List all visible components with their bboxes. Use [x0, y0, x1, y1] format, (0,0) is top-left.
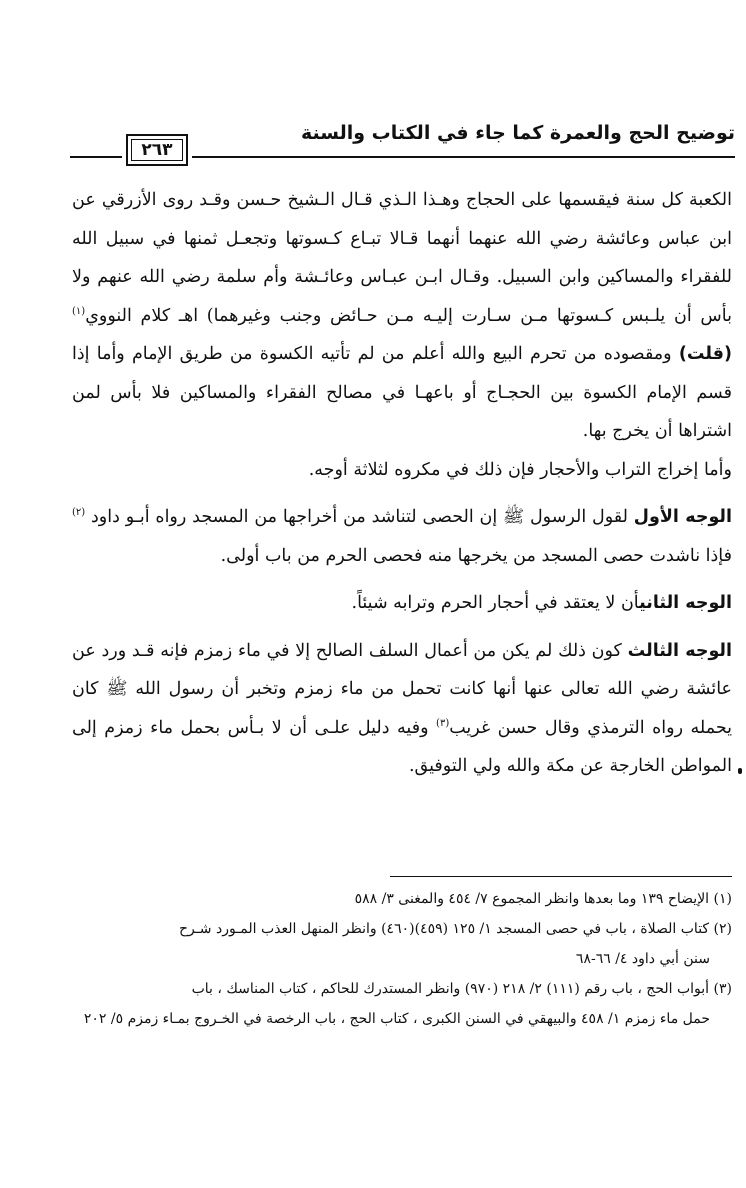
paragraph-4: [72, 584, 732, 623]
footnote-2-text: كتاب الصلاة ، باب في حصى المسجد ١/ ١٢٥ (٤٥٩)(٤٦٠) وانظر المنهل العذب المـورد شـرح: [178, 921, 710, 937]
footnote-3-continuation: حمل ماء زمزم ١/ ٤٥٨ والبيهقي في السنن الكبرى ، كتاب الحج ، باب الرخصة في الخـروج بمـاء زمزم ٥/ ٢٠٢: [83, 1011, 710, 1027]
page-number: ٢٦٣: [141, 140, 173, 160]
footnote-1: [70, 884, 732, 914]
paragraph-3-rest: فإذا ناشدت حصى المسجد من يخرجها منه فحصى الحرم من باب أولى.: [220, 545, 732, 566]
footnote-2-number: (٢): [713, 921, 732, 937]
paragraph-3: [72, 498, 732, 575]
paragraph-5-rest: وفيه دليل علـى أن لا بـأس بحمل ماء زمزم إلى المواطن الخارجة عن مكة والله ولي التوفيق.: [72, 717, 732, 776]
footnote-ref-1: (١): [72, 305, 86, 317]
paragraph-4-text: أن لا يعتقد في أحجار الحرم وترابه شيئاً.: [351, 593, 640, 613]
paragraph-1: [72, 181, 732, 451]
paragraph-5-text: كون ذلك لم يكن من أعمال السلف الصالح إلا في ماء زمزم فإنه قـد ورد عن عائشة رضي الله تعالى عنها أنها كانت تحمل من ماء زمزم وتخبر أن رسول الله ﷺ كان يحمله رواه الترمذي وقال حسن غريب: [72, 640, 732, 738]
running-title: توضيح الحج والعمرة كما جاء في الكتاب والسنة: [300, 122, 735, 144]
footnotes: [70, 884, 732, 1034]
paragraph-1-text: الكعبة كل سنة فيقسمها على الحجاج وهـذا الـذي قـال الـشيخ حـسن وقـد روى الأزرقي عن ابن عباس وعائشة رضي الله عنهما أنهما قـالا تبـاع كـسوتها وتجعـل ثمنها في سبيل الله للفقراء والمساكين وابن السبيل. وقـال ابـن عبـاس وعائـشة وأم سلمة رضي الله عنهم ولا بأس أن يلـبس كـسوتها مـن سـارت إليـه مـن حـائض وجنب وغيرهما) اهـ كلام النووي: [72, 190, 732, 326]
footnote-1-number: (١): [713, 891, 732, 907]
third-aspect-label: الوجه الثالث: [627, 640, 732, 661]
paragraph-5: [72, 632, 732, 786]
main-text: [72, 181, 732, 786]
footnote-ref-3: (٣): [436, 717, 450, 729]
header-rule-right: [192, 156, 735, 158]
second-aspect-label: الوجه الثاني: [639, 593, 732, 613]
paragraph-1-rest: ومقصوده من تحرم البيع والله أعلم من لم تأتيه الكسوة من طريق الإمام وأما إذا قسم الإمام الكسوة بين الحجـاج أو باعهـا في مصالح الفقراء والمساكين فلا بأس لمن اشتراها أن يخرج بها.: [72, 344, 732, 441]
footnote-separator: [390, 876, 732, 877]
footnote-2-continuation: سنن أبي داود ٤/ ٦٦-٦٨: [575, 951, 710, 967]
page-number-box: [126, 134, 188, 166]
footnote-3-text: أبواب الحج ، باب رقم (١١١) ٢/ ٢١٨ (٩٧٠) وانظر المستدرك للحاكم ، كتاب المناسك ، باب: [191, 981, 710, 997]
footnote-2: [70, 914, 732, 974]
page-header: [70, 116, 735, 172]
margin-mark: [738, 768, 742, 774]
qult-marker: (قلت): [678, 344, 732, 364]
first-aspect-label: الوجه الأول: [633, 507, 732, 527]
footnote-3: [70, 974, 732, 1034]
paragraph-2: وأما إخراج التراب والأحجار فإن ذلك في مكروه لثلاثة أوجه.: [308, 459, 732, 480]
footnote-1-text: الإيضاح ١٣٩ وما بعدها وانظر المجموع ٧/ ٤٥٤ والمغنى ٣/ ٥٨٨: [354, 891, 710, 907]
header-rule-left: [70, 156, 122, 158]
footnote-3-number: (٣): [713, 981, 732, 997]
paragraph-3-text: لقول الرسول ﷺ إن الحصى لتناشد من أخراجها من المسجد رواه أبـو داود: [91, 507, 628, 527]
footnote-ref-2: (٢): [72, 507, 86, 519]
